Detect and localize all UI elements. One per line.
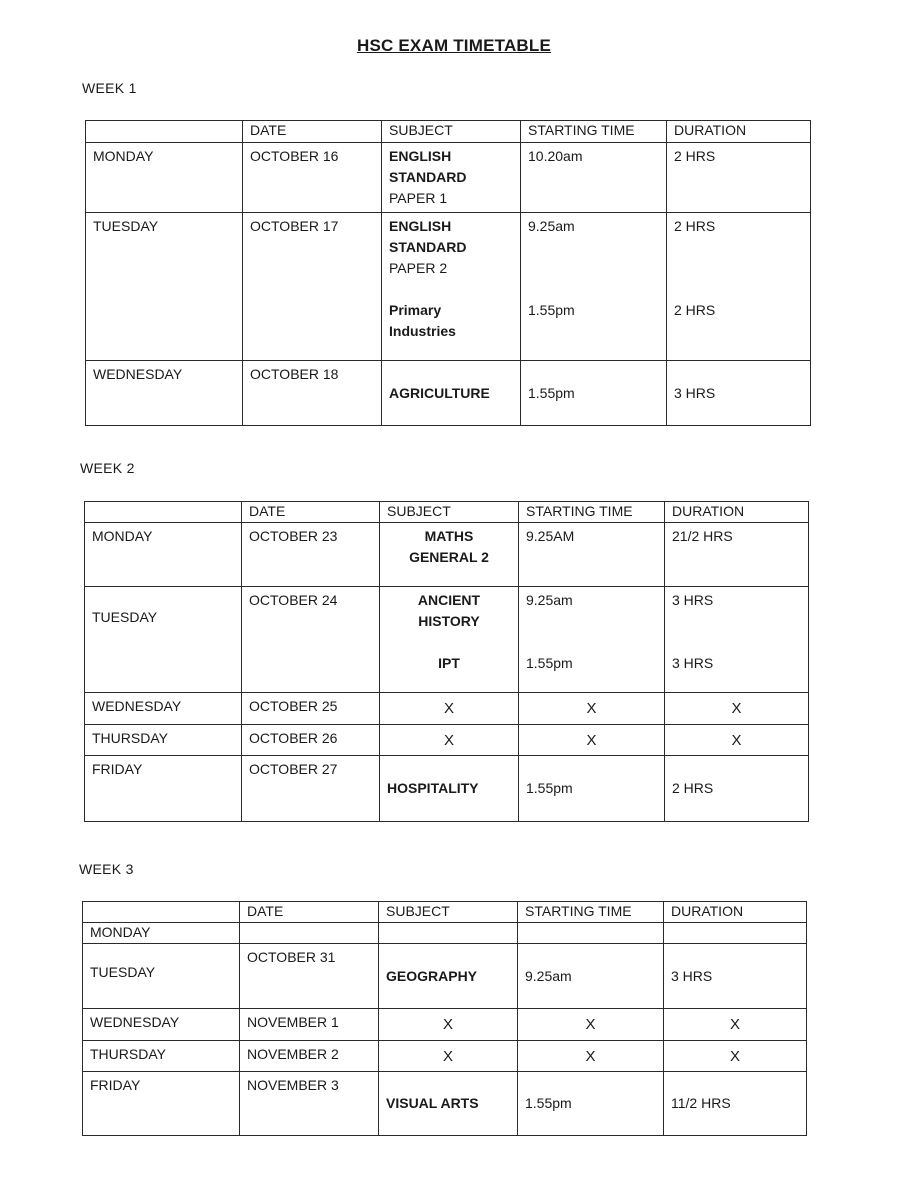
subject-line: Primary xyxy=(389,302,442,318)
subject-cell xyxy=(380,756,519,822)
header-subject: SUBJECT xyxy=(379,902,518,923)
subject-line: IPT xyxy=(438,655,460,671)
subject-line: ENGLISH xyxy=(389,148,452,164)
day-cell: WEDNESDAY xyxy=(83,1009,240,1041)
subject-cell xyxy=(379,923,518,944)
subject-line: ANCIENT xyxy=(417,592,481,608)
date-cell: OCTOBER 27 xyxy=(242,756,380,822)
start-cell: 10.20am xyxy=(521,143,667,213)
table-row xyxy=(83,1009,807,1041)
duration-value: 3 HRS xyxy=(672,592,714,608)
table-header-row xyxy=(83,902,807,923)
start-cell xyxy=(518,923,664,944)
date-cell: NOVEMBER 1 xyxy=(240,1009,379,1041)
week-2-label: WEEK 2 xyxy=(80,460,135,476)
day-cell: MONDAY xyxy=(83,923,240,944)
date-cell: OCTOBER 23 xyxy=(242,523,380,587)
start-cell: 1.55pm xyxy=(519,756,665,822)
table-header-row xyxy=(85,502,809,523)
subject-line: ENGLISH xyxy=(389,218,452,234)
table-row xyxy=(85,587,809,693)
table-row xyxy=(86,143,811,213)
header-starting-time: STARTING TIME xyxy=(518,902,664,923)
start-cell: 9.25am xyxy=(518,944,664,1009)
page-title: HSC EXAM TIMETABLE xyxy=(356,36,552,55)
week-1-label: WEEK 1 xyxy=(82,80,137,96)
subject-cell: X xyxy=(380,693,519,725)
day-cell: TUESDAY xyxy=(86,213,243,361)
duration-cell: 2 HRS xyxy=(667,143,811,213)
table-header-row xyxy=(86,121,811,143)
date-cell xyxy=(240,923,379,944)
duration-value: 2 HRS xyxy=(674,302,716,318)
table-row xyxy=(86,361,811,426)
table-row xyxy=(85,693,809,725)
start-cell xyxy=(519,587,665,693)
subject-line: PAPER 2 xyxy=(389,260,448,276)
date-cell: OCTOBER 24 xyxy=(242,587,380,693)
duration-cell xyxy=(667,213,811,361)
date-cell: OCTOBER 26 xyxy=(242,725,380,756)
day-cell: FRIDAY xyxy=(85,756,242,822)
start-time: 9.25am xyxy=(526,592,573,608)
day-cell: THURSDAY xyxy=(85,725,242,756)
day-cell: TUESDAY xyxy=(85,587,242,693)
subject-cell xyxy=(382,143,521,213)
date-cell: OCTOBER 31 xyxy=(240,944,379,1009)
header-date: DATE xyxy=(243,121,382,143)
subject-line: STANDARD xyxy=(389,169,467,185)
week-2-table xyxy=(84,501,809,822)
table-row xyxy=(85,756,809,822)
date-cell: OCTOBER 18 xyxy=(243,361,382,426)
table-row xyxy=(83,1041,807,1072)
header-blank xyxy=(86,121,243,143)
subject-cell: X xyxy=(380,725,519,756)
start-time: 1.55pm xyxy=(528,302,575,318)
table-row xyxy=(86,213,811,361)
day-cell: THURSDAY xyxy=(83,1041,240,1072)
day-cell: WEDNESDAY xyxy=(85,693,242,725)
header-duration: DURATION xyxy=(665,502,809,523)
day-cell: WEDNESDAY xyxy=(86,361,243,426)
subject-cell xyxy=(380,587,519,693)
subject-line: MATHS xyxy=(424,528,474,544)
header-duration: DURATION xyxy=(667,121,811,143)
start-cell: 9.25AM xyxy=(519,523,665,587)
duration-cell: X xyxy=(665,725,809,756)
start-cell: 1.55pm xyxy=(521,361,667,426)
table-row xyxy=(83,1072,807,1136)
header-date: DATE xyxy=(242,502,380,523)
date-cell: NOVEMBER 2 xyxy=(240,1041,379,1072)
subject-name: GEOGRAPHY xyxy=(386,967,478,984)
day-cell: MONDAY xyxy=(85,523,242,587)
start-time: 1.55pm xyxy=(526,655,573,671)
start-cell: X xyxy=(519,693,665,725)
date-cell: OCTOBER 17 xyxy=(243,213,382,361)
duration-value: 2 HRS xyxy=(674,218,716,234)
week-3-label: WEEK 3 xyxy=(79,861,134,877)
subject-cell xyxy=(382,213,521,361)
start-cell: X xyxy=(518,1009,664,1041)
duration-cell: 11/2 HRS xyxy=(664,1072,807,1136)
subject-line: Industries xyxy=(389,323,456,339)
date-cell: NOVEMBER 3 xyxy=(240,1072,379,1136)
date-cell: OCTOBER 25 xyxy=(242,693,380,725)
subject-cell xyxy=(380,523,519,587)
day-cell: TUESDAY xyxy=(83,944,240,1009)
subject-cell xyxy=(382,361,521,426)
start-cell: 1.55pm xyxy=(518,1072,664,1136)
subject-cell xyxy=(379,944,518,1009)
header-duration: DURATION xyxy=(664,902,807,923)
duration-cell xyxy=(664,923,807,944)
duration-cell: 3 HRS xyxy=(664,944,807,1009)
header-blank xyxy=(83,902,240,923)
subject-name: AGRICULTURE xyxy=(389,384,490,401)
subject-cell xyxy=(379,1072,518,1136)
header-starting-time: STARTING TIME xyxy=(521,121,667,143)
subject-cell: X xyxy=(379,1041,518,1072)
subject-cell: X xyxy=(379,1009,518,1041)
table-row xyxy=(83,944,807,1009)
start-cell: X xyxy=(519,725,665,756)
subject-name: VISUAL ARTS xyxy=(386,1095,479,1111)
subject-name: HOSPITALITY xyxy=(387,780,479,796)
duration-cell: X xyxy=(664,1009,807,1041)
duration-cell: 3 HRS xyxy=(667,361,811,426)
table-row xyxy=(83,923,807,944)
week-3-table xyxy=(82,901,807,1136)
subject-line: HISTORY xyxy=(418,613,480,629)
header-blank xyxy=(85,502,242,523)
date-cell: OCTOBER 16 xyxy=(243,143,382,213)
duration-cell: 21/2 HRS xyxy=(665,523,809,587)
start-cell: X xyxy=(518,1041,664,1072)
duration-cell: X xyxy=(665,693,809,725)
header-starting-time: STARTING TIME xyxy=(519,502,665,523)
subject-line: PAPER 1 xyxy=(389,190,448,206)
start-cell xyxy=(521,213,667,361)
header-subject: SUBJECT xyxy=(382,121,521,143)
duration-cell: X xyxy=(664,1041,807,1072)
subject-line: GENERAL 2 xyxy=(409,549,489,565)
header-subject: SUBJECT xyxy=(380,502,519,523)
subject-line: STANDARD xyxy=(389,239,467,255)
header-date: DATE xyxy=(240,902,379,923)
duration-cell xyxy=(665,587,809,693)
table-row xyxy=(85,523,809,587)
table-row xyxy=(85,725,809,756)
start-time: 9.25am xyxy=(528,218,575,234)
duration-cell: 2 HRS xyxy=(665,756,809,822)
duration-value: 3 HRS xyxy=(672,655,714,671)
week-1-table xyxy=(85,120,811,426)
day-cell: MONDAY xyxy=(86,143,243,213)
day-cell: FRIDAY xyxy=(83,1072,240,1136)
